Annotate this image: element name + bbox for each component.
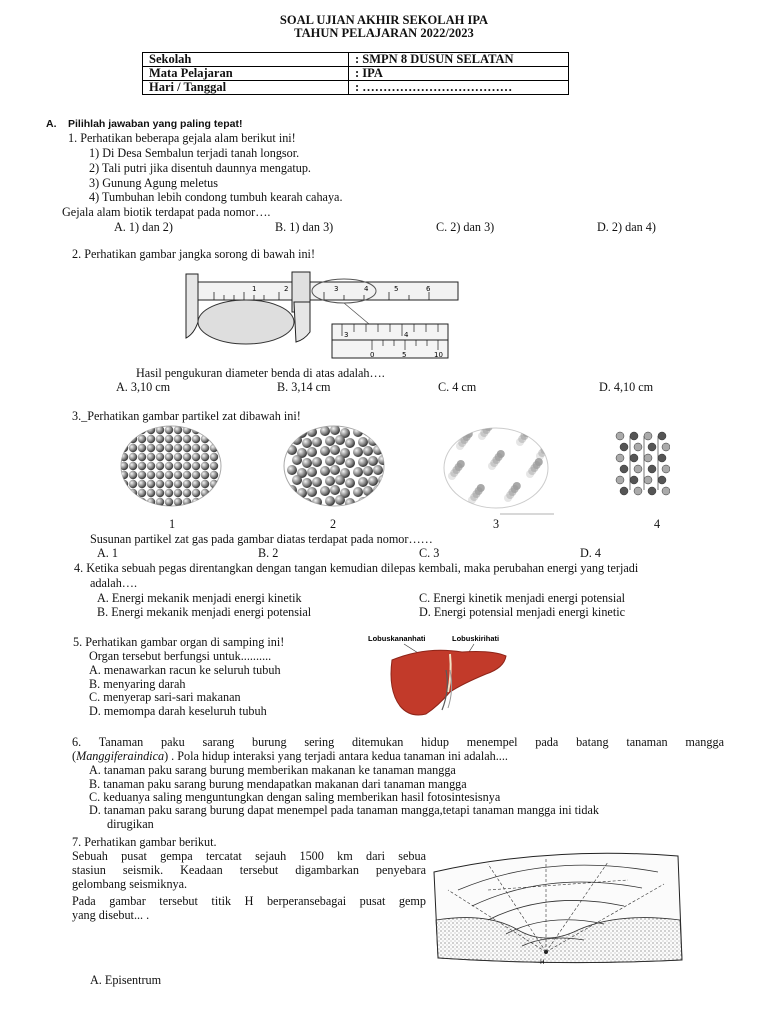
particle [201, 453, 209, 461]
particle [634, 487, 642, 495]
particle [335, 495, 345, 505]
particle [138, 489, 146, 497]
q5-option-a[interactable]: A. menawarkan racun ke seluruh tubuh [89, 663, 281, 677]
particle [147, 480, 155, 488]
info-table [142, 52, 569, 95]
particle [201, 426, 209, 434]
particle [630, 476, 638, 484]
particle [174, 453, 182, 461]
particle [129, 426, 137, 434]
info-label: Mata Pelajaran [143, 67, 349, 81]
particle [147, 435, 155, 443]
particle [201, 444, 209, 452]
particle [485, 423, 493, 431]
particle [174, 462, 182, 470]
particle [201, 471, 209, 479]
particle [353, 467, 363, 477]
particle [630, 432, 638, 440]
q1-stem: 1. Perhatikan beberapa gejala alam berikut ini! [68, 131, 296, 145]
particle [201, 498, 209, 506]
q5-stem: 5. Perhatikan gambar organ di samping ini! [73, 635, 285, 649]
particle [373, 465, 383, 475]
particle [297, 488, 307, 498]
exam-year: TAHUN PELAJARAN 2022/2023 [294, 26, 474, 40]
q2-question: Hasil pengukuran diameter benda di atas adalah…. [136, 366, 385, 380]
q3-label: 3 [493, 517, 500, 531]
particle [307, 467, 317, 477]
particle [129, 498, 137, 506]
q7-paragraph-line: stasiun seismik. Keadaan tersebut digambarkan penyebara [72, 863, 426, 877]
particle [616, 432, 624, 440]
particle [210, 453, 218, 461]
particle [335, 435, 345, 445]
q2-option-b[interactable]: B. 3,14 cm [277, 380, 331, 394]
particle [658, 476, 666, 484]
q6-option-c[interactable]: C. keduanya saling menguntungkan dengan saling memberikan hasil fotosintesisnya [89, 790, 501, 804]
particle [302, 478, 312, 488]
q1-option-d[interactable]: D. 2) dan 4) [597, 220, 656, 234]
q1-item: 1) Di Desa Sembalun terjadi tanah longsor. [89, 146, 300, 160]
particle [345, 458, 355, 468]
particle [648, 443, 656, 451]
particle [183, 471, 191, 479]
particle [192, 462, 200, 470]
particle [368, 456, 378, 466]
particle [210, 471, 218, 479]
particle [165, 498, 173, 506]
particle [634, 443, 642, 451]
particle [129, 453, 137, 461]
exam-title: SOAL UJIAN AKHIR SEKOLAH IPA [279, 13, 489, 27]
q7-paragraph-line: Sebuah pusat gempa tercatat sejauh 1500 km dari sebua [72, 849, 426, 863]
particle [457, 460, 465, 468]
particle [156, 453, 164, 461]
particle [292, 455, 302, 465]
q3-option-b[interactable]: B. 2 [258, 546, 279, 560]
q1-option-c[interactable]: C. 2) dan 3) [436, 220, 495, 234]
q1-question: Gejala alam biotik terdapat pada nomor…. [62, 205, 271, 219]
particle [525, 426, 533, 434]
particle [165, 426, 173, 434]
caliper-zoom-label: 4 [404, 331, 409, 339]
particle [147, 471, 155, 479]
particle [210, 426, 218, 434]
particle [138, 462, 146, 470]
particle [307, 487, 317, 497]
particle [363, 446, 373, 456]
q2-option-a[interactable]: A. 3,10 cm [116, 380, 171, 394]
particle [210, 462, 218, 470]
particle [147, 444, 155, 452]
particle [391, 438, 401, 448]
particle [325, 456, 335, 466]
particle [391, 478, 401, 488]
caliper-main-label: 3 [334, 285, 339, 293]
q5-option-c[interactable]: C. menyerap sari-sari makanan [89, 690, 241, 704]
particle [662, 465, 670, 473]
particle [192, 435, 200, 443]
q3-label: 1 [169, 517, 176, 531]
particle [391, 498, 401, 508]
particle [330, 445, 340, 455]
particle [192, 489, 200, 497]
caliper-main-label: 6 [426, 285, 431, 293]
particle [138, 453, 146, 461]
particle [320, 426, 330, 436]
particle-figures [110, 422, 670, 518]
particle [358, 497, 368, 507]
particle [363, 466, 373, 476]
particle [147, 462, 155, 470]
particle [302, 458, 312, 468]
q3-stem: 3._Perhatikan gambar partikel zat dibawah ini! [72, 409, 301, 423]
section-letter: A. [46, 118, 57, 130]
particle [192, 453, 200, 461]
particle [120, 489, 128, 497]
particle [312, 437, 322, 447]
particle [312, 497, 322, 507]
particle [391, 458, 401, 468]
crystal-lattice [616, 432, 670, 495]
particle [201, 462, 209, 470]
particle [174, 471, 182, 479]
particle [465, 430, 473, 438]
info-value: : IPA [349, 67, 569, 81]
particle [378, 435, 388, 445]
particle [183, 480, 191, 488]
particle [545, 440, 553, 448]
particle [147, 453, 155, 461]
particle [330, 425, 340, 435]
q6-option-a[interactable]: A. tanaman paku sarang burung memberikan makanan ke tanaman mangga [89, 763, 456, 777]
particle [156, 462, 164, 470]
particle [345, 438, 355, 448]
particle [120, 435, 128, 443]
q1-item: 2) Tali putri jika disentuh daunnya mengatup. [89, 161, 311, 175]
q6-option-d-cont: dirugikan [107, 817, 154, 831]
particle [292, 475, 302, 485]
particle [644, 454, 652, 462]
particle [320, 446, 330, 456]
particle [648, 487, 656, 495]
particle [156, 489, 164, 497]
q7-paragraph-line: gelombang seismiknya. [72, 877, 188, 891]
q5-question: Organ tersebut berfungsi untuk.......... [89, 649, 272, 663]
particle [129, 444, 137, 452]
particle [320, 486, 330, 496]
q3-question: Susunan partikel zat gas pada gambar diatas terdapat pada nomor…… [90, 532, 433, 546]
q3-option-c[interactable]: C. 3 [419, 546, 440, 560]
particle [302, 438, 312, 448]
q4-stem-cont: adalah…. [90, 576, 138, 590]
particle [156, 480, 164, 488]
particle [183, 462, 191, 470]
particle [174, 444, 182, 452]
particle [192, 480, 200, 488]
liver-label-left-lobe: Lobuskirihati [452, 634, 500, 643]
section-title: Pilihlah jawaban yang paling tepat! [68, 118, 243, 130]
particle [165, 435, 173, 443]
q7-paragraph-line: Pada gambar tersebut titik H berperansebagai pusat gemp [72, 894, 426, 908]
particle [174, 426, 182, 434]
particle [363, 426, 373, 436]
particle [386, 448, 396, 458]
particle [165, 462, 173, 470]
particle [373, 425, 383, 435]
particle [386, 468, 396, 478]
particle [183, 435, 191, 443]
particle [353, 487, 363, 497]
particle [183, 444, 191, 452]
particle [165, 480, 173, 488]
q4-option-d[interactable]: D. Energi potensial menjadi energi kinetic [419, 605, 626, 619]
particle [330, 485, 340, 495]
hypocenter-label: H [540, 959, 545, 966]
q7-paragraph-line: yang disebut... . [72, 908, 150, 922]
q7-option-a[interactable]: A. Episentrum [90, 973, 162, 987]
particle [325, 436, 335, 446]
particle [138, 435, 146, 443]
particle [183, 453, 191, 461]
caliper-zoom-label: 5 [402, 351, 407, 359]
particle [320, 466, 330, 476]
particle [287, 485, 297, 495]
particle [523, 429, 531, 437]
particle [156, 435, 164, 443]
particle [487, 422, 495, 428]
particle [138, 444, 146, 452]
info-label: Hari / Tanggal [143, 81, 349, 95]
particle [378, 495, 388, 505]
particle [174, 480, 182, 488]
q2-option-d[interactable]: D. 4,10 cm [599, 380, 654, 394]
q1-item: 4) Tumbuhan lebih condong tumbuh kearah cahaya. [89, 190, 343, 204]
info-value: : ……………………………… [349, 81, 569, 95]
particle [307, 447, 317, 457]
particle [210, 498, 218, 506]
particle [165, 453, 173, 461]
caliper-main-label: 2 [284, 285, 289, 293]
info-label: Sekolah [143, 53, 349, 67]
caliper-main-label: 1 [252, 285, 257, 293]
particle [513, 482, 521, 490]
particle [174, 435, 182, 443]
particle [658, 454, 666, 462]
particle [165, 489, 173, 497]
particle [616, 476, 624, 484]
q7-stem: 7. Perhatikan gambar berikut. [72, 835, 217, 849]
particle [183, 489, 191, 497]
q6-option-b[interactable]: B. tanaman paku sarang burung mendapatkan makanan dari tanaman mangga [89, 777, 467, 791]
particle [147, 489, 155, 497]
particle [174, 489, 182, 497]
q3-label: 4 [654, 517, 661, 531]
particle [129, 435, 137, 443]
particle [312, 457, 322, 467]
q3-label: 2 [330, 517, 337, 531]
particle [129, 480, 137, 488]
q6-line2: (Manggiferaindica) . Pola hidup interaksi yang terjadi antara kedua tanaman ini adalah.... [72, 749, 508, 763]
particle [620, 465, 628, 473]
caliper-zoom-label: 10 [434, 351, 443, 359]
particle [201, 480, 209, 488]
particle [325, 496, 335, 506]
particle [368, 476, 378, 486]
caliper-main-label: 5 [394, 285, 399, 293]
particle [386, 488, 396, 498]
q1-option-b[interactable]: B. 1) dan 3) [275, 220, 334, 234]
q2-stem: 2. Perhatikan gambar jangka sorong di bawah ini! [72, 247, 316, 261]
particle [353, 447, 363, 457]
particle [648, 465, 656, 473]
particle [386, 428, 396, 438]
particle [620, 487, 628, 495]
particle [156, 471, 164, 479]
particle [165, 444, 173, 452]
particle [330, 465, 340, 475]
particle [120, 426, 128, 434]
particle [129, 462, 137, 470]
q1-item: 3) Gunung Agung meletus [89, 176, 218, 190]
particle [620, 443, 628, 451]
caliper-main-label: 4 [364, 285, 369, 293]
particle [138, 471, 146, 479]
q2-option-c[interactable]: C. 4 cm [438, 380, 477, 394]
particle [345, 478, 355, 488]
particle [634, 465, 642, 473]
particle [287, 465, 297, 475]
info-value: : SMPN 8 DUSUN SELATAN [349, 53, 569, 67]
q1-option-a[interactable]: A. 1) dan 2) [114, 220, 173, 234]
particle [644, 476, 652, 484]
particle [312, 477, 322, 487]
particle [658, 432, 666, 440]
particle [138, 480, 146, 488]
particle [120, 498, 128, 506]
q6-option-d[interactable]: D. tanaman paku sarang burung dapat menempel pada tanaman mangga,tetapi tanaman mangga ini tidak [89, 803, 600, 817]
particle [292, 435, 302, 445]
q5-option-b[interactable]: B. menyaring darah [89, 677, 186, 691]
particle [662, 487, 670, 495]
particle [129, 489, 137, 497]
particle [335, 455, 345, 465]
particle [156, 444, 164, 452]
q4-option-a[interactable]: A. Energi mekanik menjadi energi kinetik [97, 591, 302, 605]
particle [616, 454, 624, 462]
q3-option-d[interactable]: D. 4 [580, 546, 601, 560]
vernier-caliper-figure [184, 262, 464, 364]
q5-option-d[interactable]: D. memompa darah keseluruh tubuh [89, 704, 267, 718]
caliper-zoom-label: 3 [344, 331, 349, 339]
particle [192, 444, 200, 452]
particle [630, 454, 638, 462]
particle [335, 475, 345, 485]
q4-option-c[interactable]: C. Energi kinetik menjadi energi potensial [419, 591, 626, 605]
particle [165, 471, 173, 479]
particle [192, 471, 200, 479]
q3-option-a[interactable]: A. 1 [97, 546, 118, 560]
particle [129, 471, 137, 479]
particle [477, 484, 485, 492]
particle [368, 496, 378, 506]
particle [174, 498, 182, 506]
particle [662, 443, 670, 451]
particle [287, 445, 297, 455]
particle [497, 450, 505, 458]
seismic-wave-figure [428, 850, 686, 968]
particle [543, 443, 551, 451]
particle [302, 498, 312, 508]
q4-stem: 4. Ketika sebuah pegas direntangkan dengan tangan kemudian dilepas kembali, maka perubahan energi yang terjadi [74, 561, 639, 575]
liver-figure [366, 630, 512, 722]
particle [358, 457, 368, 467]
q4-option-b[interactable]: B. Energi mekanik menjadi energi potensial [97, 605, 312, 619]
particle [358, 477, 368, 487]
q6-line1: 6. Tanaman paku sarang burung sering ditemukan hidup menempel pada batang tanaman mangga [72, 735, 724, 749]
particle [292, 495, 302, 505]
particle [644, 432, 652, 440]
particle [358, 437, 368, 447]
particle [325, 476, 335, 486]
liver-label-right-lobe: Lobuskananhati [368, 634, 426, 643]
particle [287, 425, 297, 435]
caliper-zoom-label: 0 [370, 351, 375, 359]
particle [363, 486, 373, 496]
